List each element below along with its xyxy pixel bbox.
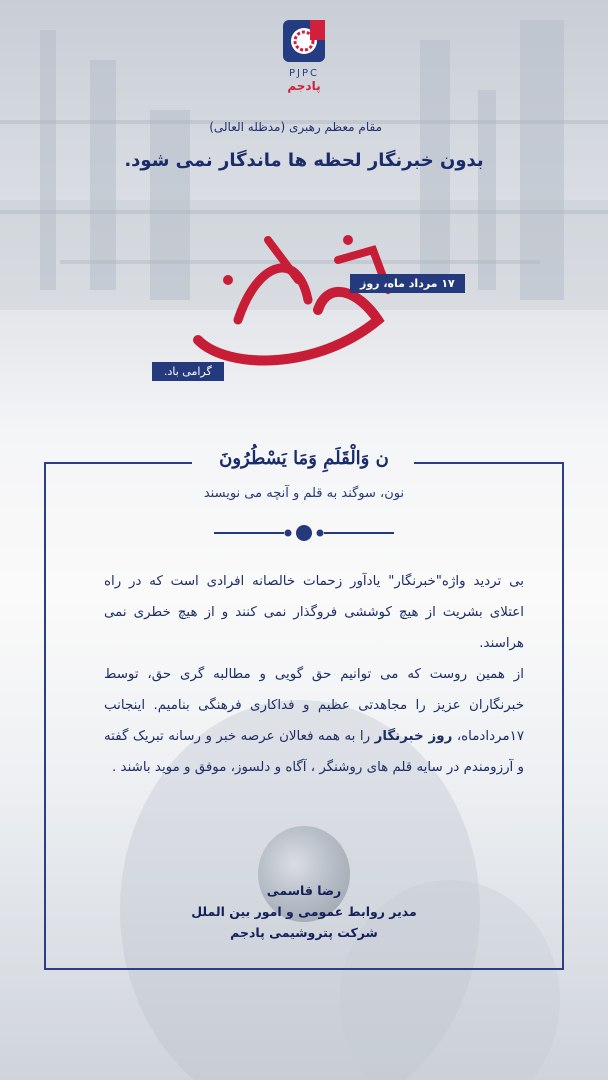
logo-name: پادجم <box>287 79 321 93</box>
signature-name: رضا قاسمی <box>266 883 342 898</box>
signature-title: مدیر روابط عمومی و امور بین الملل <box>191 904 417 919</box>
company-logo <box>272 16 336 93</box>
quote-author: مقام معظم رهبری (مدظله العالی) <box>209 120 382 134</box>
logo-code: PJPC <box>289 68 319 79</box>
signature-company: شرکت پتروشیمی پادجم <box>230 925 378 940</box>
message-paragraph-2: از همین روست که می توانیم حق گویی و مطالبه گری حق، توسط خبرنگاران عزیز را مجاهدتی عظیم و فداکاری فرهنگی بنامیم. اینجانب ۱۷مردادماه، روز خبرنگار را به همه فعالان عرصه خبر و رسانه تبریک گفته و آرزومندم در سایه قلم های روشنگر ، آگاه و دلسوز، موفق و موید باشند . <box>104 667 525 775</box>
verse-arabic: ن وَالْقَلَمِ وَمَا يَسْطُرُونَ <box>219 448 389 469</box>
verse-translation: نون، سوگند به قلم و آنچه می نویسند <box>203 486 405 501</box>
message-paragraph-1: بی تردید واژه"خبرنگار" یادآور زحمات خالصانه افرادی است که در راه اعتلای بشریت از هیچ کوششی فروگذار نمی کنند و از هیچ خطری نمی هراسند. <box>104 574 524 651</box>
signature-block <box>0 880 608 943</box>
pjpc-logo-icon <box>279 16 329 66</box>
date-tag: ۱۷ مرداد ماه، روز <box>350 274 465 293</box>
highlight-journalist-day: روز خبرنگار <box>374 729 453 744</box>
greeting-tag: گرامی باد. <box>152 362 224 381</box>
calligraphy-title <box>168 220 408 380</box>
quote-text: بدون خبرنگار لحظه ها ماندگار نمی شود. <box>124 150 484 171</box>
message-body <box>104 566 524 783</box>
ornament-divider-icon <box>214 524 394 542</box>
